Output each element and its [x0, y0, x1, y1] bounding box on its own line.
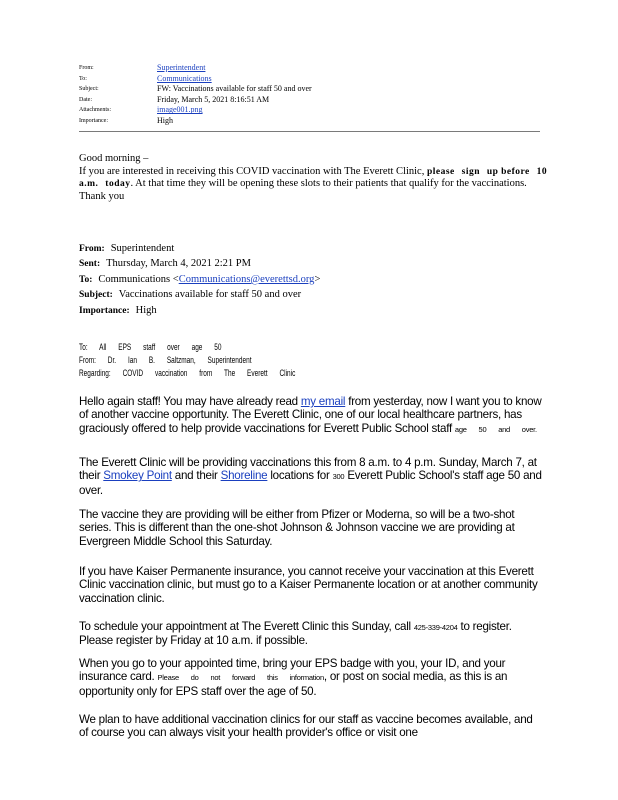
phone-number: 425-339-4204 — [413, 623, 458, 632]
from-label: From: — [79, 65, 94, 71]
paragraph-schedule — [79, 620, 543, 648]
p2-text-a: The Everett Clinic will be providing vaccinations this from 8 a.m. to 4 p.m. Sunday, March 7, at their — [79, 456, 537, 483]
intro-line1: If you are interested in receiving this COVID vaccination with The Everett Clinic, — [79, 165, 427, 177]
header-attachments-row — [79, 105, 379, 116]
fwd-from-row — [79, 241, 539, 256]
fwd-from-value: Superintendent — [110, 243, 175, 254]
header-importance-row — [79, 116, 379, 127]
fwd-subject-label: Subject: — [79, 290, 113, 301]
smokey-point-link[interactable]: Smokey Point — [103, 469, 172, 483]
memo-block — [79, 341, 353, 380]
paragraph-kaiser: If you have Kaiser Permanente insurance, you cannot receive your vaccination at this Everett Clinic vaccination clinic, but must go to a Kaiser Permanente location or at another community vaccination clinic. — [79, 565, 538, 605]
memo-from: From: Dr. Ian B. Saltzman, Superintendent — [79, 355, 252, 365]
subject-label: Subject: — [79, 86, 99, 93]
subject-value: FW: Vaccinations available for staff 50 and over — [157, 84, 312, 94]
my-email-link[interactable]: my email — [300, 395, 346, 408]
p5-text-a: To schedule your appointment at The Everett Clinic this Sunday, call — [79, 620, 414, 633]
fwd-to-label: To: — [79, 274, 93, 285]
fwd-importance-value: High — [135, 304, 157, 316]
thank-you: Thank you — [79, 190, 125, 202]
header-date-row — [79, 95, 379, 106]
intro-please: please sign up — [426, 166, 499, 177]
header-divider — [79, 131, 540, 132]
email-header — [79, 63, 379, 127]
memo-regarding: Regarding: COVID vaccination from The Everett Clinic — [79, 368, 296, 378]
fwd-sent-row — [79, 256, 539, 271]
forwarded-header — [79, 241, 539, 318]
p5-text-b: to register. Please register by Friday at 10 a.m. if possible. — [79, 620, 512, 648]
fwd-importance-row — [79, 303, 539, 318]
fwd-subject-value: Vaccinations available for staff 50 and over — [118, 289, 302, 301]
fwd-from-label: From: — [79, 244, 105, 254]
shoreline-link[interactable]: Shoreline — [220, 469, 268, 483]
fwd-sent-value: Thursday, March 4, 2021 2:21 PM — [106, 258, 251, 270]
p2-text-c: locations for — [267, 469, 333, 483]
to-label: To: — [79, 75, 87, 82]
fwd-subject-row — [79, 287, 539, 302]
attachments-label: Attachments: — [79, 107, 111, 114]
header-to-row — [79, 74, 379, 85]
to-link[interactable]: Communications — [157, 73, 212, 83]
p2-text-d: Everett Public School's staff age 50 and over. — [79, 469, 542, 497]
intro-before: before 10 a.m. today — [79, 166, 548, 190]
memo-to: To: All EPS staff over age 50 — [79, 342, 222, 352]
p1-tiny: age 50 and over. — [454, 424, 537, 434]
greeting: Good morning – — [79, 153, 149, 164]
paragraph-locations — [79, 456, 543, 497]
fwd-sent-label: Sent: — [79, 259, 101, 270]
p6-text-b: , or post on social media, as this is an opportunity only for EPS staff over the age of 50. — [79, 670, 508, 698]
intro-line2: . At that time they will be opening these slots to their patients that qualify for the vaccinations. — [130, 178, 527, 190]
date-label: Date: — [79, 96, 92, 103]
intro-block — [79, 153, 549, 203]
fwd-to-post: > — [314, 273, 321, 285]
attachment-link[interactable]: image001.png — [157, 105, 203, 115]
p6-text-a: When you go to your appointed time, bring your EPS badge with you, your ID, and your insurance card. — [79, 657, 506, 684]
paragraph-hello — [79, 395, 543, 436]
paragraph-additional-clinics: We plan to have additional vaccination clinics for our staff as vaccine becomes available, and of course you can always visit your health provider's office or visit one — [79, 713, 533, 740]
date-value: Friday, March 5, 2021 8:16:51 AM — [157, 94, 270, 104]
from-link[interactable]: Superintendent — [157, 63, 206, 72]
intro-paragraph — [79, 166, 549, 191]
p1-text-a: Hello again staff! You may have already read — [79, 395, 301, 408]
p2-text-b: and their — [171, 469, 221, 483]
p2-tiny: 300 — [332, 472, 345, 482]
fwd-to-email-link[interactable]: Communications@everettsd.org — [178, 273, 315, 285]
header-subject-row — [79, 84, 379, 95]
p1-text-b: from yesterday, now I want you to know of another vaccine opportunity. The Everett Clinic, one of our local healthcare partners, has graciously offered to help provide vaccinations for Everett Public School staff — [79, 395, 542, 435]
paragraph-bring-badge — [79, 657, 543, 698]
importance-value: High — [157, 115, 173, 125]
fwd-importance-label: Importance: — [79, 305, 130, 316]
fwd-to-pre: Communications < — [98, 273, 179, 285]
header-from-row — [79, 63, 379, 74]
fwd-to-row — [79, 272, 539, 287]
importance-label: Importance: — [79, 117, 108, 124]
paragraph-vaccine-type: The vaccine they are providing will be either from Pfizer or Moderna, so will be a two-shot series. This is different than the one-shot Johnson & Johnson vaccine we are providing at Evergreen Middle School this Saturday. — [79, 508, 515, 548]
p6-tiny: Please do not forward this information — [157, 673, 324, 683]
